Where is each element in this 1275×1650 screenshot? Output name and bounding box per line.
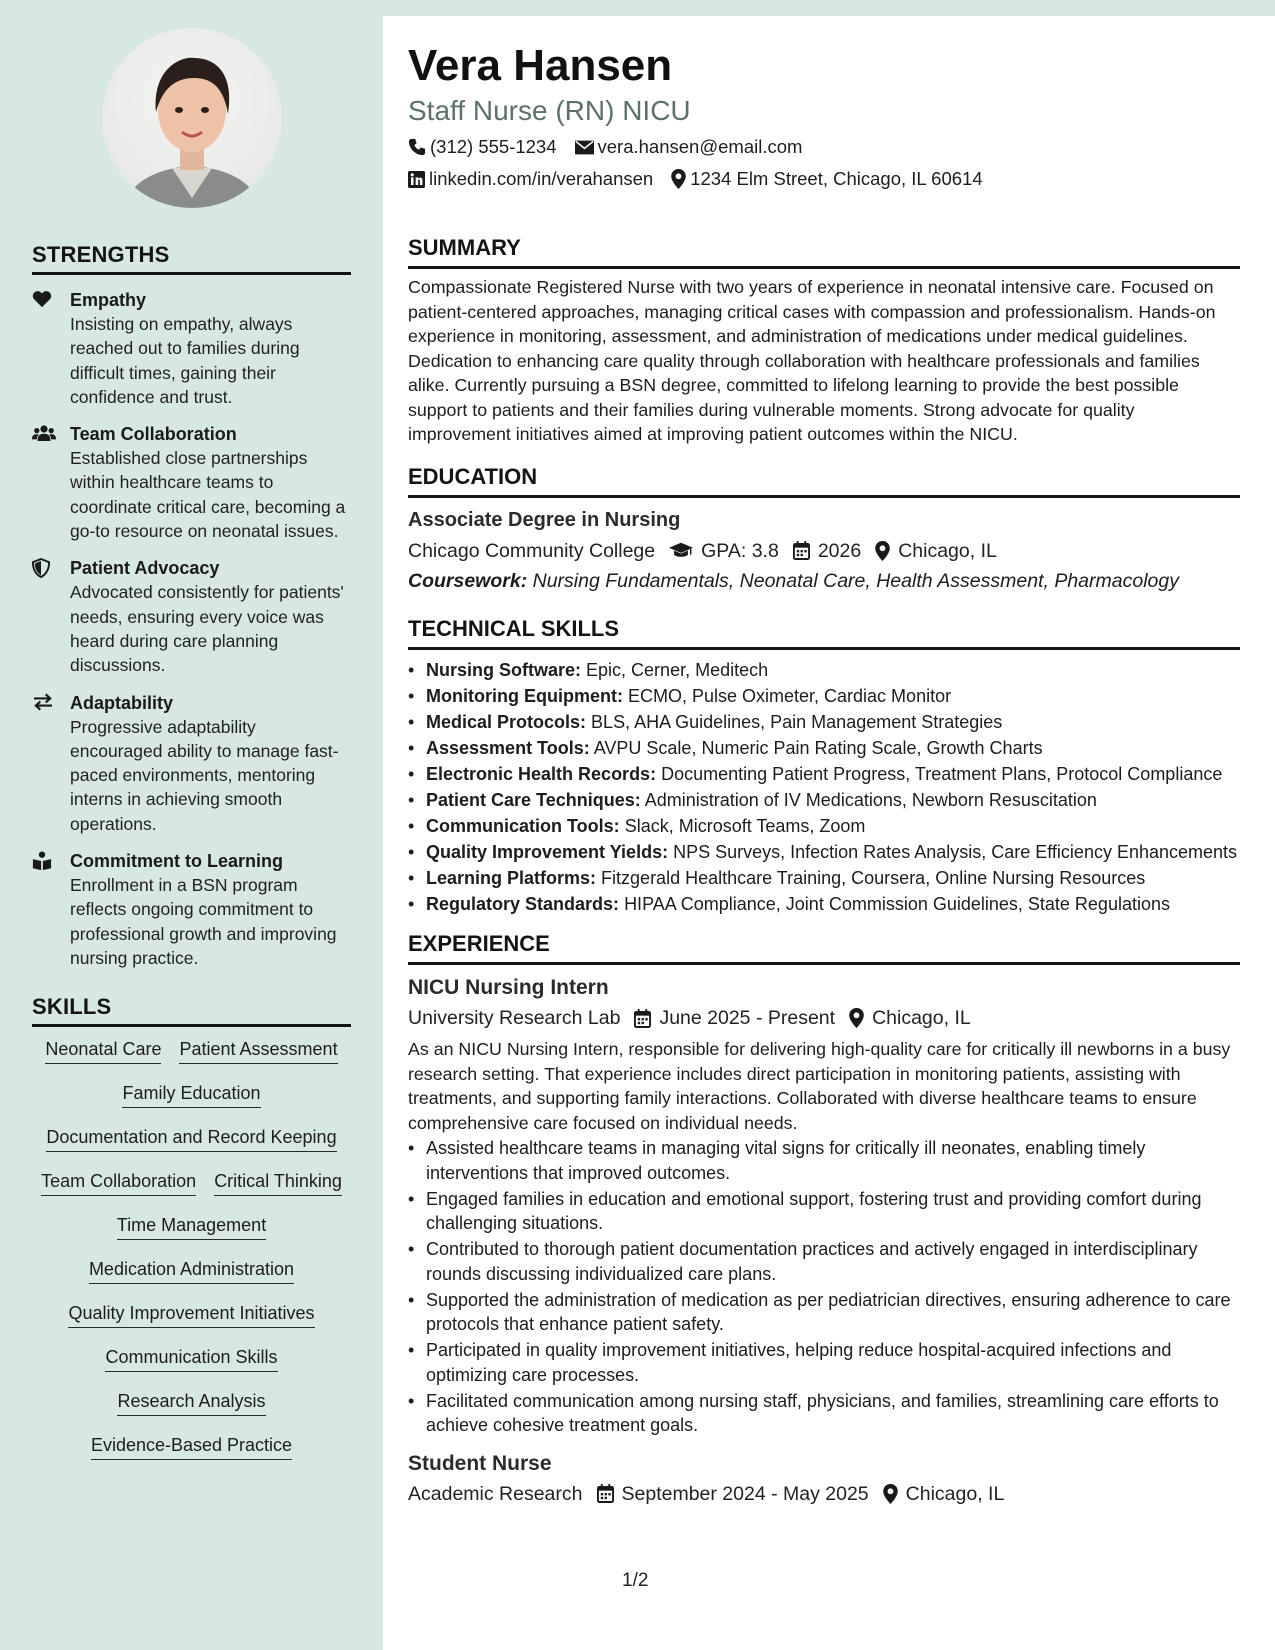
list-item: • Assisted healthcare teams in managing vital signs for critically ill neonates, enabling timely interventions that improved outcomes.: [408, 1136, 1240, 1185]
candidate-name: Vera Hansen: [408, 41, 673, 90]
linkedin-text[interactable]: linkedin.com/in/verahansen: [429, 168, 654, 189]
dates-text: June 2025 - Present: [659, 1007, 836, 1029]
skill-category: Patient Care Techniques:: [426, 789, 641, 810]
strength-description: Insisting on empathy, always reached out to families during difficult times, gaining their confidence and trust.: [70, 314, 300, 407]
skill-tag: Quality Improvement Initiatives: [68, 1301, 314, 1328]
phone-icon: [408, 138, 426, 156]
summary-heading: SUMMARY: [408, 234, 1240, 269]
location-text: Chicago, IL: [905, 1482, 1005, 1505]
skill-category: Nursing Software:: [426, 659, 582, 680]
strength-title: Team Collaboration: [70, 424, 237, 445]
map-pin-icon: [883, 1484, 898, 1504]
skill-category: Communication Tools:: [426, 815, 620, 836]
linkedin-contact[interactable]: [408, 166, 653, 192]
graduation-year: [793, 537, 861, 565]
skill-values: Fitzgerald Healthcare Training, Coursera, Online Nursing Resources: [601, 867, 1146, 888]
dates-text: September 2024 - May 2025: [621, 1482, 869, 1505]
technical-skills-heading: TECHNICAL SKILLS: [408, 615, 1240, 650]
degree-title: Associate Degree in Nursing: [408, 508, 681, 531]
job-title: NICU Nursing Intern: [408, 976, 609, 999]
address-contact: [671, 166, 982, 192]
list-item: [408, 762, 1240, 787]
book-reader-icon: [32, 849, 70, 970]
skills-list: [32, 1037, 351, 1477]
org-text: University Research Lab: [408, 1007, 621, 1029]
job-location: [849, 1004, 971, 1032]
job-location: [883, 1480, 1005, 1508]
gpa-text: GPA: 3.8: [701, 539, 779, 562]
page-number: 1/2: [622, 1570, 649, 1591]
candidate-title: Staff Nurse (RN) NICU: [408, 95, 691, 126]
strength-description: Advocated consistently for patients' needs, ensuring every voice was heard during care planning discussions.: [70, 582, 344, 676]
job-meta: [408, 1004, 1240, 1032]
coursework-list: Nursing Fundamentals, Neonatal Care, Health Assessment, Pharmacology: [532, 569, 1179, 592]
strength-title: Commitment to Learning: [70, 851, 284, 872]
skill-category: Regulatory Standards:: [426, 893, 620, 914]
contact-row: [408, 166, 1240, 192]
address-text: 1234 Elm Street, Chicago, IL 60614: [690, 168, 983, 189]
skill-values: AVPU Scale, Numeric Pain Rating Scale, Growth Charts: [593, 737, 1043, 758]
job-meta: [408, 1480, 1240, 1508]
strength-title: Adaptability: [70, 692, 174, 713]
job-dates: [597, 1480, 869, 1508]
coursework: [408, 567, 1240, 595]
strength-item-commitment-to-learning: [32, 849, 351, 970]
education-meta: [408, 537, 1240, 565]
list-item: • Supported the administration of medication as per pediatrician directives, ensuring adherence to care protocols that enhance patient safety.: [408, 1288, 1240, 1337]
envelope-icon: [575, 140, 594, 155]
list-item: [408, 814, 1240, 839]
map-pin-icon: [671, 169, 686, 189]
skill-values: Slack, Microsoft Teams, Zoom: [624, 815, 866, 836]
shield-icon: [32, 556, 70, 677]
email-text[interactable]: vera.hansen@email.com: [597, 136, 803, 157]
calendar-icon: [597, 1484, 614, 1503]
strength-item-empathy: [32, 288, 351, 409]
job-dates: [634, 1004, 835, 1032]
profile-photo: [102, 28, 282, 208]
list-item: [408, 736, 1240, 761]
job-org: [408, 1480, 583, 1508]
skill-tag: Critical Thinking: [214, 1169, 342, 1196]
strengths-heading: STRENGTHS: [32, 242, 351, 275]
skill-tag: Communication Skills: [105, 1345, 277, 1372]
skill-category: Electronic Health Records:: [426, 763, 657, 784]
contact-row: [408, 134, 1240, 160]
experience-heading: EXPERIENCE: [408, 930, 1240, 965]
job-description: As an NICU Nursing Intern, responsible for delivering high-quality care for critically ill newborns in a busy research setting. That experience includes direct participation in monitoring patients, assisting with treatments, and supporting family interactions. Collaborated with diverse healthcare teams to ensure comprehensive care focused on individual needs.: [408, 1039, 1231, 1133]
main-content: [408, 16, 1240, 1508]
strength-item-team-collaboration: [32, 422, 351, 543]
list-item: [408, 892, 1240, 917]
strength-item-adaptability: [32, 691, 351, 836]
education-heading: EDUCATION: [408, 463, 1240, 498]
map-pin-icon: [849, 1008, 864, 1028]
skill-values: ECMO, Pulse Oximeter, Cardiac Monitor: [627, 685, 952, 706]
skill-tag: Evidence-Based Practice: [91, 1433, 292, 1460]
phone-contact: [408, 134, 557, 160]
skill-tag: Research Analysis: [117, 1389, 265, 1416]
skill-values: Documenting Patient Progress, Treatment Plans, Protocol Compliance: [661, 763, 1223, 784]
list-item: [408, 840, 1240, 865]
calendar-icon: [793, 541, 810, 560]
skill-category: Medical Protocols:: [426, 711, 587, 732]
skill-tag: Medication Administration: [89, 1257, 294, 1284]
strength-title: Patient Advocacy: [70, 558, 220, 579]
skill-category: Assessment Tools:: [426, 737, 590, 758]
skill-values: Administration of IV Medications, Newborn Resuscitation: [644, 789, 1097, 810]
phone-text: (312) 555-1234: [430, 136, 557, 157]
strength-description: Established close partnerships within healthcare teams to coordinate critical care, becoming a go-to resource on neonatal issues.: [70, 448, 346, 542]
location-text: Chicago, IL: [872, 1007, 971, 1029]
list-item: [408, 684, 1240, 709]
technical-skills-list: [408, 658, 1240, 917]
skill-values: NPS Surveys, Infection Rates Analysis, Care Efficiency Enhancements: [673, 841, 1238, 862]
job-title: Student Nurse: [408, 1451, 552, 1475]
summary-text: Compassionate Registered Nurse with two years of experience in neonatal intensive care. Focused on patient-centered approaches, managing critical cases with compassion and professionalism. Hands-on experience in monitoring, assessment, and administration of medications under medical guidelines. Dedication to enhancing care quality through collaboration with healthcare professionals and families alike. Currently pursuing a BSN degree, committed to lifelong learning to provide the best possible support to patients and their families during vulnerable moments. Strong advocate for quality improvement initiatives aimed at improving patient outcomes within the NICU.: [408, 277, 1216, 444]
gpa: [669, 537, 779, 565]
linkedin-icon: [408, 171, 425, 188]
skill-tag: Documentation and Record Keeping: [46, 1125, 336, 1152]
school-text: Chicago Community College: [408, 539, 656, 562]
arrows-swap-icon: [32, 691, 70, 836]
year-text: 2026: [817, 539, 862, 562]
graduation-cap-icon: [669, 542, 693, 560]
location-text: Chicago, IL: [898, 539, 997, 562]
email-contact[interactable]: [575, 134, 803, 160]
skill-category: Learning Platforms:: [426, 867, 597, 888]
list-item: [408, 710, 1240, 735]
strength-description: Progressive adaptability encouraged ability to manage fast-paced environments, mentoring interns in achieving smooth operations.: [70, 716, 339, 834]
strength-title: Empathy: [70, 290, 147, 310]
job-org: [408, 1004, 620, 1032]
skill-tag: Patient Assessment: [179, 1037, 337, 1064]
skill-tag: Neonatal Care: [45, 1037, 161, 1064]
strength-description: Enrollment in a BSN program reflects ongoing commitment to professional growth and improving nursing practice.: [70, 875, 337, 968]
education-location: [875, 537, 997, 565]
list-item: • Facilitated communication among nursing staff, physicians, and families, streamlining care efforts to achieve cohesive treatment goals.: [408, 1389, 1240, 1438]
skill-values: BLS, AHA Guidelines, Pain Management Strategies: [591, 711, 1003, 732]
calendar-icon: [634, 1009, 651, 1028]
skill-tag: Family Education: [122, 1081, 260, 1108]
list-item: [408, 788, 1240, 813]
strength-item-patient-advocacy: [32, 556, 351, 677]
list-item: [408, 866, 1240, 891]
users-icon: [32, 422, 70, 543]
heart-icon: [32, 288, 70, 409]
profile-portrait-image: [102, 28, 282, 208]
school-name: [408, 537, 655, 565]
skill-tag: Time Management: [117, 1213, 266, 1240]
map-pin-icon: [875, 541, 890, 561]
sidebar: [0, 0, 383, 1650]
list-item: • Engaged families in education and emotional support, fostering trust and providing comfort during challenging situations.: [408, 1187, 1240, 1236]
skill-category: Quality Improvement Yields:: [426, 841, 669, 862]
org-text: Academic Research: [408, 1482, 583, 1505]
list-item: • Contributed to thorough patient documentation practices and actively engaged in interdisciplinary rounds discussing individualized care plans.: [408, 1237, 1240, 1286]
skill-tag: Team Collaboration: [41, 1169, 196, 1196]
coursework-label: Coursework:: [408, 569, 528, 592]
skills-heading: SKILLS: [32, 994, 351, 1027]
skill-values: HIPAA Compliance, Joint Commission Guidelines, State Regulations: [624, 893, 1170, 914]
list-item: [408, 658, 1240, 683]
skill-values: Epic, Cerner, Meditech: [586, 659, 769, 680]
job-bullets: [408, 1136, 1240, 1438]
list-item: • Participated in quality improvement initiatives, helping reduce hospital-acquired infections and optimizing care processes.: [408, 1338, 1240, 1387]
skill-category: Monitoring Equipment:: [426, 685, 623, 706]
